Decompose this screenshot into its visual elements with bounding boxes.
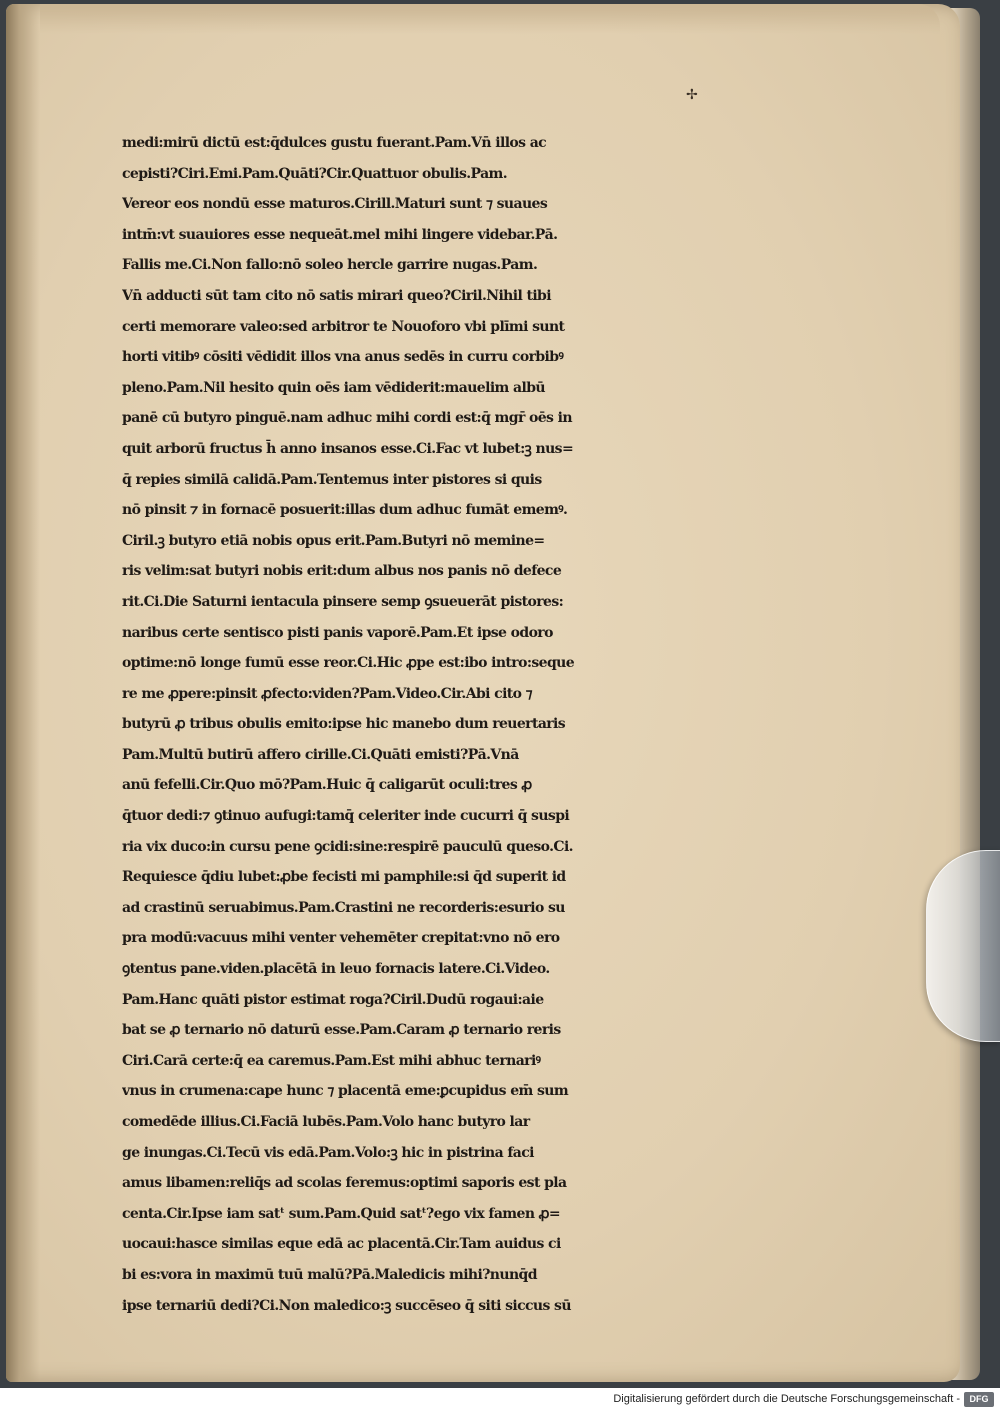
text-line: ris velim:sat butyri nobis erit:dum albus nos panis nō defece: [122, 563, 562, 580]
text-line: cepisti?Ciri.Emi.Pam.Quāti?Cir.Quattuor obulis.Pam.: [122, 165, 508, 182]
page-clip: [926, 850, 1000, 1042]
text-line: ge inungas.Ci.Tecū vis edā.Pam.Volo:ꝫ hic in pistrina faci: [122, 1144, 534, 1161]
text-line: pra modū:vacuus mihi venter vehemēter crepitat:vno nō ero: [122, 930, 560, 947]
text-line: amus libamen:reliq̄s ad scolas feremus:optimi saporis est pla: [122, 1175, 567, 1192]
page-top-edge: [40, 4, 940, 34]
text-line: Ciril.ꝫ butyro etiā nobis opus erit.Pam.Butyri nō memine=: [122, 532, 545, 549]
text-line: panē cū butyro pinguē.nam adhuc mihi cordi est:q̄ mgr̄ oēs in: [122, 410, 572, 427]
text-line: intm̄:vt suauiores esse nequeāt.mel mihi lingere videbar.Pā.: [122, 226, 558, 243]
footer-bar: [0, 1388, 1000, 1413]
page-gutter-shadow: [6, 4, 40, 1382]
text-line: centa.Cir.Ipse iam satᵗ sum.Pam.Quid satᵗ?ego vix famen ꝓ=: [122, 1205, 561, 1222]
text-line: q̄ repies similā calidā.Pam.Tentemus inter pistores si quis: [122, 471, 542, 488]
text-line: anū fefelli.Cir.Quo mō?Pam.Huic q̄ caligarūt oculi:tres ꝓ: [122, 777, 532, 794]
text-line: Pam.Hanc quāti pistor estimat roga?Ciril.Dudū rogaui:aie: [122, 991, 544, 1008]
text-line: ad crastinū seruabimus.Pam.Crastini ne recorderis:esurio su: [122, 899, 565, 916]
text-line: horti vitibꝰ cōsiti vēdidit illos vna anus sedēs in curru corbibꝰ: [122, 349, 564, 366]
text-line: uocaui:hasce similas eque edā ac placentā.Cir.Tam auidus ci: [122, 1236, 561, 1253]
text-line: vnus in crumena:cape hunc ⁊ placentā eme:ꝑcupidus em̄ sum: [122, 1083, 569, 1100]
text-line: ꝯtentus pane.viden.placētā in leuo fornacis latere.Ci.Video.: [122, 961, 550, 978]
text-line: Ciri.Carā certe:q̄ ea caremus.Pam.Est mihi abhuc ternariꝰ: [122, 1052, 541, 1069]
text-line: bat se ꝓ ternario nō daturū esse.Pam.Caram ꝓ ternario reris: [122, 1022, 561, 1039]
page-text: [122, 128, 832, 1321]
text-line: comedēde illius.Ci.Faciā lubēs.Pam.Volo hanc butyro lar: [122, 1114, 530, 1130]
text-line: bi es:vora in maximū tuū malū?Pā.Maledicis mihi?nunq̄d: [122, 1266, 537, 1283]
text-line: Vn̄ adducti sūt tam cito nō satis mirari queo?Ciril.Nihil tibi: [122, 287, 551, 304]
text-line: medi:mirū dictū est:q̄dulces gustu fuerant.Pam.Vn̄ illos ac: [122, 135, 547, 151]
ink-speck-icon: ✢: [686, 87, 698, 103]
text-line: Fallis me.Ci.Non fallo:nō soleo hercle garrire nugas.Pam.: [122, 257, 538, 274]
text-line: ipse ternariū dedi?Ci.Non maledico:ꝫ succēseo q̄ siti siccus sū: [122, 1297, 571, 1314]
text-line: Pam.Multū butirū affero cirille.Ci.Quāti emisti?Pā.Vnā: [122, 746, 519, 763]
text-line: pleno.Pam.Nil hesito quin oēs iam vēdiderit:mauelim albū: [122, 379, 545, 396]
text-line: ria vix duco:in cursu pene ꝯcidi:sine:respirē pauculū queso.Ci.: [122, 838, 573, 855]
text-line: Requiesce q̄diu lubet:ꝓbe fecisti mi pamphile:si q̄d superit id: [122, 869, 566, 886]
text-line: q̄tuor dedi:⁊ ꝯtinuo aufugi:tamq̄ celeriter inde cucurri q̄ suspi: [122, 808, 570, 825]
text-line: certi memorare valeo:sed arbitror te Nouoforo vbi plīmi sunt: [122, 318, 565, 335]
text-line: rit.Ci.Die Saturni ientacula pinsere semp ꝯsueuerāt pistores:: [122, 593, 564, 610]
text-line: optime:nō longe fumū esse reor.Ci.Hic ꝓpe est:ibo intro:seque: [122, 655, 575, 672]
dfg-logo-icon: DFG: [964, 1392, 994, 1407]
text-line: quit arborū fructus h̄ anno insanos esse.Ci.Fac vt lubet:ꝫ nus=: [122, 440, 574, 457]
text-line: re me ꝓpere:pinsit ꝓfecto:viden?Pam.Video.Cir.Abi cito ⁊: [122, 685, 533, 702]
funding-credit: Digitalisierung gefördert durch die Deutsche Forschungsgemeinschaft -: [613, 1393, 960, 1405]
text-line: Vereor eos nondū esse maturos.Cirill.Maturi sunt ⁊ suaues: [122, 196, 548, 213]
text-line: naribus certe sentisco pisti panis vaporē.Pam.Et ipse odoro: [122, 624, 553, 641]
text-line: nō pinsit ⁊ in fornacē posuerit:illas dum adhuc fumāt ememꝰ.: [122, 502, 568, 519]
text-line: butyrū ꝓ tribus obulis emito:ipse hic manebo dum reuertaris: [122, 716, 566, 733]
